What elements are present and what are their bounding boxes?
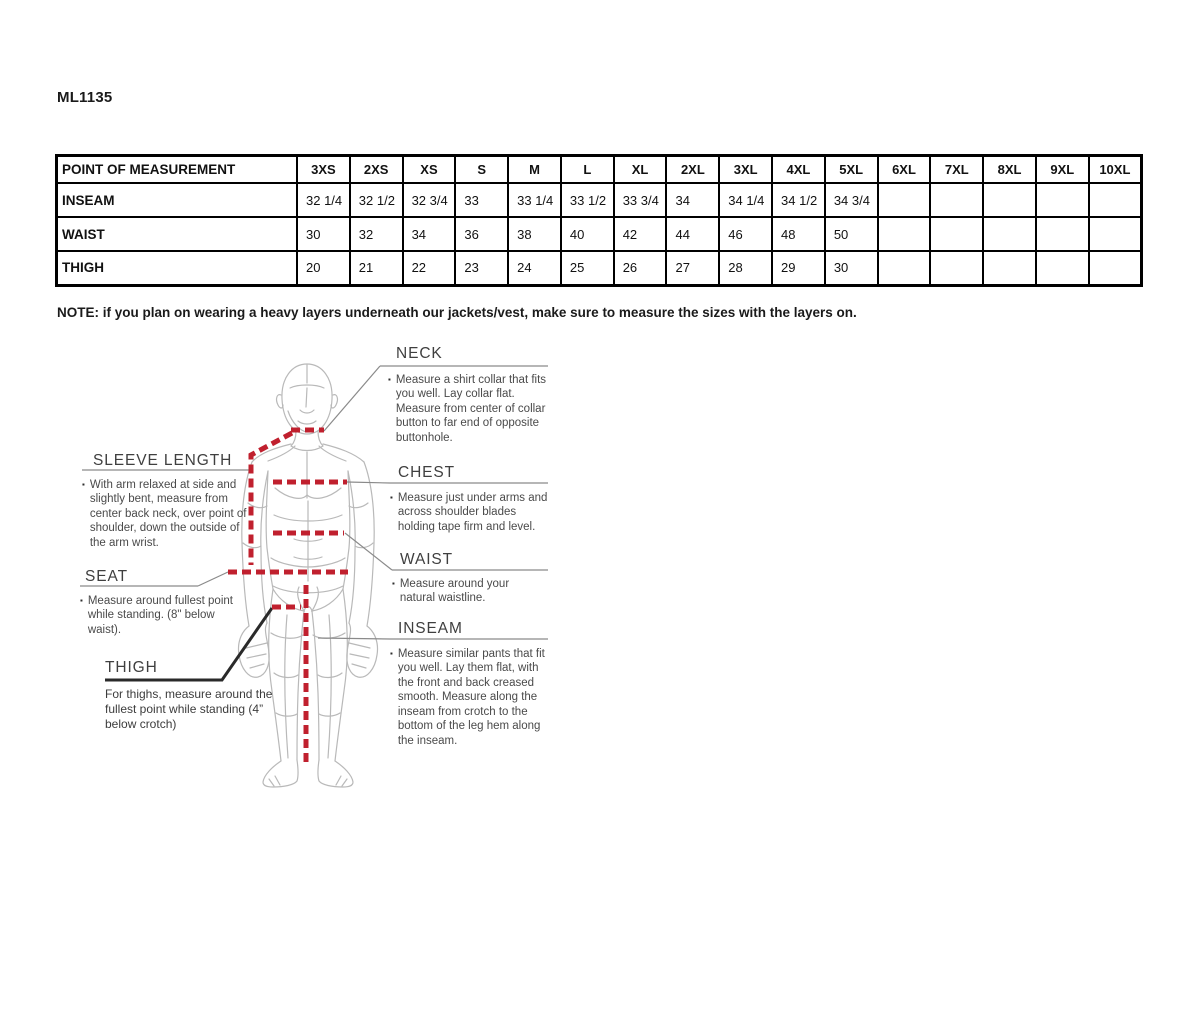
size-value-cell bbox=[1036, 183, 1089, 217]
size-value-cell: 33 3/4 bbox=[614, 183, 667, 217]
size-value-cell: 42 bbox=[614, 217, 667, 251]
table-row bbox=[57, 217, 1142, 251]
seat-callout-line bbox=[198, 572, 228, 586]
size-column-header: 4XL bbox=[772, 156, 825, 184]
row-label: THIGH bbox=[57, 251, 298, 285]
document-title: ML1135 bbox=[57, 89, 113, 106]
size-column-header: 8XL bbox=[983, 156, 1036, 184]
measurement-diagram bbox=[70, 343, 550, 790]
size-value-cell: 25 bbox=[561, 251, 614, 285]
size-value-cell: 27 bbox=[666, 251, 719, 285]
bullet-icon: ▪ bbox=[390, 493, 393, 502]
thigh-label: THIGH bbox=[105, 659, 158, 676]
chest-description bbox=[390, 491, 552, 534]
size-column-header: 5XL bbox=[825, 156, 878, 184]
thigh-description-text: For thighs, measure around the fullest point while standing (4” below crotch) bbox=[105, 687, 273, 732]
bullet-icon: ▪ bbox=[392, 579, 395, 588]
size-value-cell bbox=[1089, 183, 1142, 217]
size-value-cell: 36 bbox=[455, 217, 508, 251]
size-column-header: 6XL bbox=[878, 156, 931, 184]
size-value-cell: 46 bbox=[719, 217, 772, 251]
seat-description-text: Measure around fullest point while standing. (8" below waist). bbox=[87, 595, 233, 636]
size-table-container bbox=[55, 154, 1143, 287]
size-value-cell: 34 bbox=[403, 217, 456, 251]
size-value-cell bbox=[983, 183, 1036, 217]
inseam-description-text: Measure similar pants that fit you well. Lay them flat, with the front and back creased smooth. Measure along the inseam from crotch to the bottom of the leg hem along the inseam. bbox=[397, 648, 545, 747]
size-value-cell: 32 1/4 bbox=[297, 183, 350, 217]
size-value-cell: 48 bbox=[772, 217, 825, 251]
neck-description bbox=[388, 373, 548, 445]
size-value-cell: 30 bbox=[297, 217, 350, 251]
size-value-cell bbox=[930, 217, 983, 251]
size-value-cell bbox=[930, 183, 983, 217]
size-column-header: 7XL bbox=[930, 156, 983, 184]
bullet-icon: ▪ bbox=[82, 480, 85, 489]
size-value-cell bbox=[1089, 251, 1142, 285]
size-column-header: 3XL bbox=[719, 156, 772, 184]
size-value-cell bbox=[1036, 251, 1089, 285]
sleeve-length-label: SLEEVE LENGTH bbox=[93, 452, 233, 469]
size-column-header: 2XL bbox=[666, 156, 719, 184]
size-table bbox=[55, 154, 1143, 287]
size-column-header: M bbox=[508, 156, 561, 184]
size-column-header: L bbox=[561, 156, 614, 184]
size-value-cell: 40 bbox=[561, 217, 614, 251]
size-value-cell: 34 bbox=[666, 183, 719, 217]
size-value-cell: 28 bbox=[719, 251, 772, 285]
waist-callout-line bbox=[345, 533, 392, 570]
waist-description-text: Measure around your natural waistline. bbox=[399, 578, 510, 605]
sleeve-length-section bbox=[93, 452, 232, 470]
size-value-cell: 23 bbox=[455, 251, 508, 285]
size-column-header: XL bbox=[614, 156, 667, 184]
size-value-cell: 50 bbox=[825, 217, 878, 251]
size-value-cell: 33 1/4 bbox=[508, 183, 561, 217]
seat-description bbox=[80, 594, 238, 637]
size-table-header-row bbox=[57, 156, 1142, 184]
size-column-header: XS bbox=[403, 156, 456, 184]
row-label: INSEAM bbox=[57, 183, 298, 217]
size-value-cell: 21 bbox=[350, 251, 403, 285]
bullet-icon: ▪ bbox=[390, 649, 393, 658]
size-column-header: 10XL bbox=[1089, 156, 1142, 184]
waist-section bbox=[400, 551, 453, 569]
size-value-cell: 34 1/2 bbox=[772, 183, 825, 217]
size-value-cell bbox=[983, 217, 1036, 251]
size-value-cell bbox=[1089, 217, 1142, 251]
seat-section bbox=[85, 568, 128, 586]
waist-label: WAIST bbox=[400, 551, 454, 568]
bullet-icon: ▪ bbox=[80, 596, 83, 605]
size-value-cell bbox=[878, 183, 931, 217]
neck-section bbox=[396, 345, 443, 363]
neck-label: NECK bbox=[396, 345, 443, 362]
note-text: NOTE: if you plan on wearing a heavy layers underneath our jackets/vest, make sure to measure the sizes with the layers on. bbox=[57, 305, 857, 320]
size-value-cell bbox=[930, 251, 983, 285]
size-column-header: S bbox=[455, 156, 508, 184]
sleeve-length-description bbox=[82, 478, 252, 550]
neck-description-text: Measure a shirt collar that fits you well. Lay collar flat. Measure from center of collar button to far end of opposite buttonhole. bbox=[395, 374, 547, 444]
thigh-description bbox=[105, 687, 285, 732]
sleeve-length-description-text: With arm relaxed at side and slightly bent, measure from center back neck, over point of shoulder, down the outside of the arm wrist. bbox=[89, 479, 247, 549]
size-value-cell: 32 1/2 bbox=[350, 183, 403, 217]
size-value-cell: 24 bbox=[508, 251, 561, 285]
chest-label: CHEST bbox=[398, 464, 456, 481]
size-value-cell: 22 bbox=[403, 251, 456, 285]
chest-underline bbox=[347, 482, 548, 483]
size-value-cell: 33 1/2 bbox=[561, 183, 614, 217]
size-value-cell: 26 bbox=[614, 251, 667, 285]
size-value-cell bbox=[878, 217, 931, 251]
size-value-cell: 38 bbox=[508, 217, 561, 251]
bullet-icon: ▪ bbox=[388, 375, 391, 384]
table-row bbox=[57, 251, 1142, 285]
table-row bbox=[57, 183, 1142, 217]
inseam-label: INSEAM bbox=[398, 620, 463, 637]
chest-section bbox=[398, 464, 455, 482]
size-value-cell: 44 bbox=[666, 217, 719, 251]
size-value-cell: 33 bbox=[455, 183, 508, 217]
inseam-description bbox=[390, 647, 552, 748]
waist-description bbox=[392, 577, 544, 606]
thigh-section bbox=[105, 659, 158, 677]
size-value-cell bbox=[878, 251, 931, 285]
size-column-header: 9XL bbox=[1036, 156, 1089, 184]
inseam-underline bbox=[318, 638, 548, 639]
point-of-measurement-header: POINT OF MEASUREMENT bbox=[57, 156, 298, 184]
size-value-cell: 34 3/4 bbox=[825, 183, 878, 217]
size-value-cell bbox=[1036, 217, 1089, 251]
seat-label: SEAT bbox=[85, 568, 128, 585]
size-value-cell bbox=[983, 251, 1036, 285]
inseam-section bbox=[398, 620, 463, 638]
size-table-body bbox=[57, 183, 1142, 285]
size-column-header: 3XS bbox=[297, 156, 350, 184]
size-value-cell: 32 bbox=[350, 217, 403, 251]
row-label: WAIST bbox=[57, 217, 298, 251]
size-value-cell: 20 bbox=[297, 251, 350, 285]
chest-description-text: Measure just under arms and across shoulder blades holding tape firm and level. bbox=[397, 492, 548, 533]
size-value-cell: 32 3/4 bbox=[403, 183, 456, 217]
size-value-cell: 29 bbox=[772, 251, 825, 285]
size-value-cell: 34 1/4 bbox=[719, 183, 772, 217]
size-value-cell: 30 bbox=[825, 251, 878, 285]
size-column-header: 2XS bbox=[350, 156, 403, 184]
